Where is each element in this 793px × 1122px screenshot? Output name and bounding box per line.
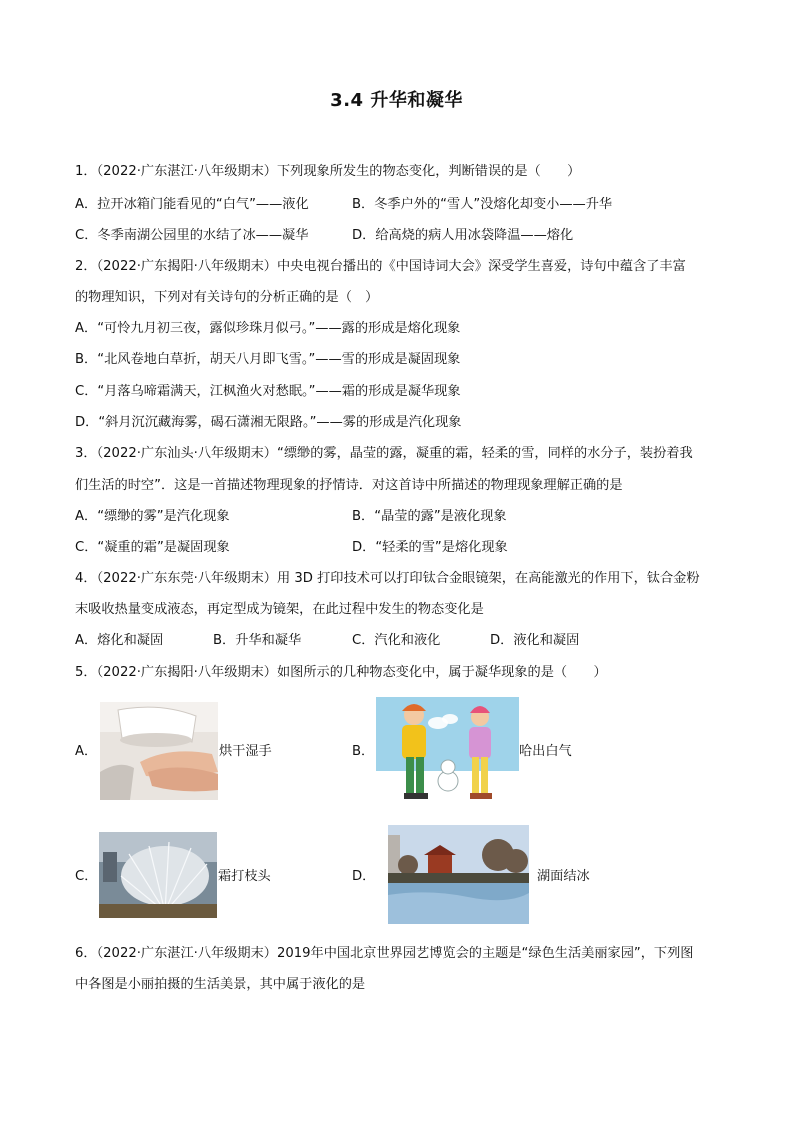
question-6-stem-cont: 中各图是小丽拍摄的生活美景，其中属于液化的是	[75, 977, 366, 992]
question-3-option-d: D．“轻柔的雪”是熔化现象	[352, 540, 508, 555]
question-5-option-d-letter: D．	[352, 869, 376, 884]
question-3-stem-cont: 们生活的时空”．这是一首描述物理现象的抒情诗．对这首诗中所描述的物理现象理解正确的是	[75, 478, 623, 493]
question-3-option-a: A．“缥缈的雾”是汽化现象	[75, 509, 230, 524]
question-5-stem: 5．（2022·广东揭阳·八年级期末）如图所示的几种物态变化中，属于凝华现象的是（ ）	[75, 665, 607, 680]
question-5-option-a-caption: 烘干湿手	[219, 744, 272, 759]
question-2-stem-cont: 的物理知识，下列对有关诗句的分析正确的是（ ）	[75, 290, 379, 305]
question-5-option-b-caption: 哈出白气	[519, 744, 572, 759]
question-5-option-d-caption: 湖面结冰	[537, 869, 590, 884]
question-1-option-a: A．拉开冰箱门能看见的“白气”——液化	[75, 197, 309, 212]
question-1-option-d: D．给高烧的病人用冰袋降温——熔化	[352, 228, 574, 243]
question-6-stem: 6．（2022·广东湛江·八年级期末）2019年中国北京世界园艺博览会的主题是“绿色生活美丽家园”，下列图	[75, 946, 694, 961]
question-5-option-a-letter: A．	[75, 744, 98, 759]
question-5-option-c-caption: 霜打枝头	[218, 869, 271, 884]
question-2-option-d: D．“斜月沉沉藏海雾，碣石潇湘无限路。”——雾的形成是汽化现象	[75, 415, 462, 430]
question-2-option-c: C．“月落乌啼霜满天，江枫渔火对愁眠。”——霜的形成是凝华现象	[75, 384, 461, 399]
question-4-option-a: A．熔化和凝固	[75, 633, 164, 648]
question-1-stem: 1．（2022·广东湛江·八年级期末）下列现象所发生的物态变化，判断错误的是（ ）	[75, 164, 581, 179]
question-4-option-d: D．液化和凝固	[490, 633, 580, 648]
question-2-option-a: A．“可怜九月初三夜，露似珍珠月似弓。”——露的形成是熔化现象	[75, 321, 461, 336]
kids-white-breath-illustration	[376, 697, 519, 807]
question-4-option-b: B．升华和凝华	[213, 633, 302, 648]
question-4-stem: 4．（2022·广东东莞·八年级期末）用 3D 打印技术可以打印钛合金眼镜架，在高能激光的作用下，钛合金粉	[75, 571, 700, 586]
question-3-option-c: C．“凝重的霜”是凝固现象	[75, 540, 230, 555]
hand-dryer-photo	[100, 702, 218, 800]
question-1-option-c: C．冬季南湖公园里的水结了冰——凝华	[75, 228, 309, 243]
question-4-stem-cont: 末吸收热量变成液态，再定型成为镜架，在此过程中发生的物态变化是	[75, 602, 484, 617]
question-3-option-b: B．“晶莹的露”是液化现象	[352, 509, 507, 524]
question-2-stem: 2．（2022·广东揭阳·八年级期末）中央电视台播出的《中国诗词大会》深受学生喜爱，诗句中蕴含了丰富	[75, 259, 686, 274]
frozen-lake-photo	[388, 825, 529, 924]
question-5-option-b-letter: B．	[352, 744, 375, 759]
question-5-option-c-letter: C．	[75, 869, 98, 884]
page-title: 3.4 升华和凝华	[330, 90, 463, 111]
question-2-option-b: B．“北风卷地白草折，胡天八月即飞雪。”——雪的形成是凝固现象	[75, 352, 461, 367]
question-3-stem: 3．（2022·广东汕头·八年级期末）“缥缈的雾，晶莹的露，凝重的霜，轻柔的雪，同样的水分子，装扮着我	[75, 446, 693, 461]
question-1-option-b: B．冬季户外的“雪人”没熔化却变小——升华	[352, 197, 613, 212]
frost-branches-photo	[99, 832, 217, 918]
question-4-option-c: C．汽化和液化	[352, 633, 441, 648]
